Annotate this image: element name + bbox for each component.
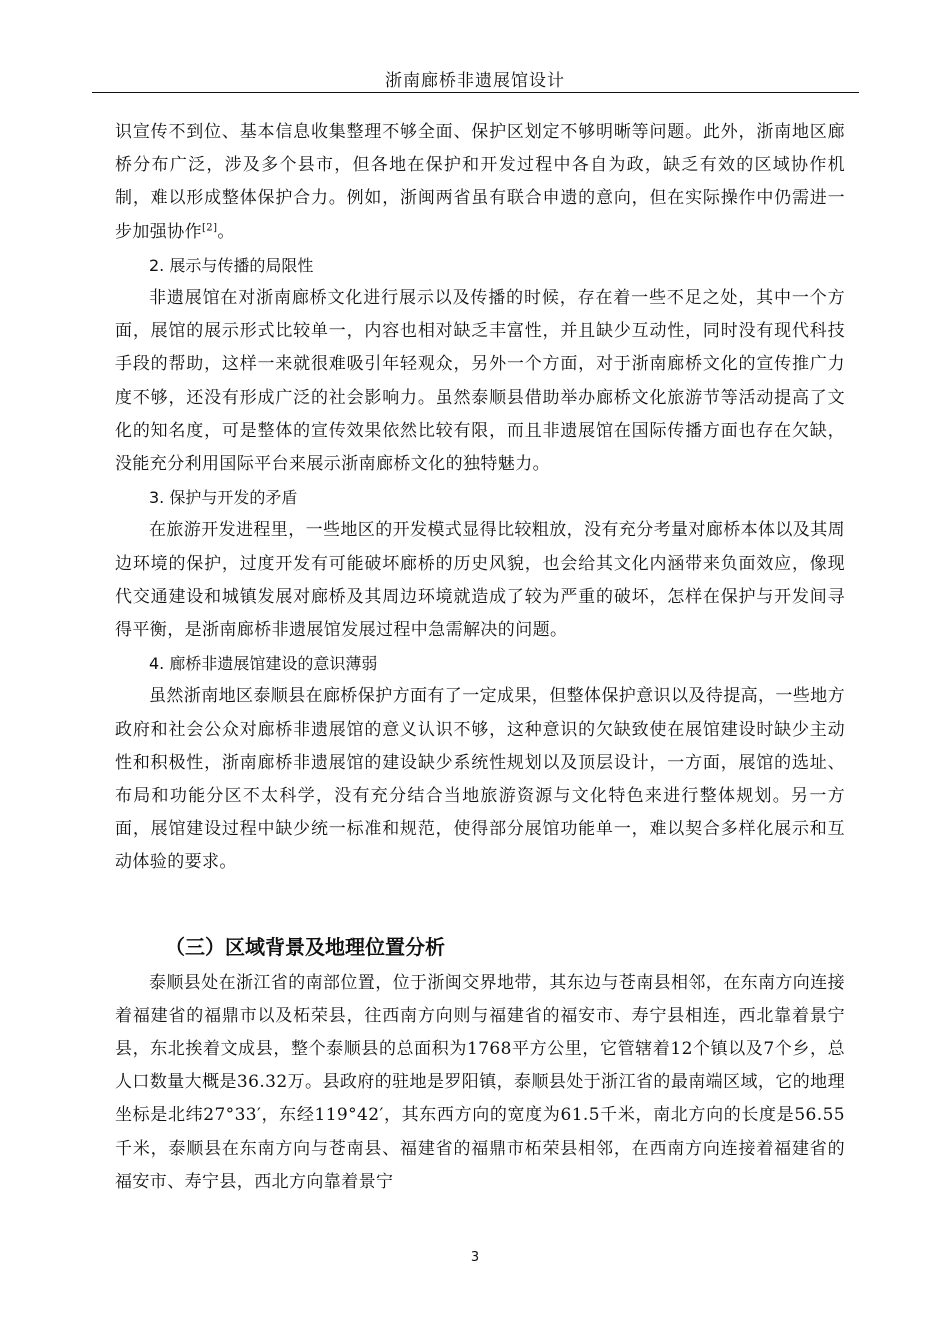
- header-divider: [92, 92, 859, 93]
- paragraph-continued: [115, 116, 845, 249]
- paragraph-protection-conflict: 在旅游开发进程里，一些地区的开发模式显得比较粗放，没有充分考量对廊桥本体以及其周边环境的保护，过度开发有可能破坏廊桥的历史风貌，也会给其文化内涵带来负面效应，像现代交通建设和城镇发展对廊桥及其周边环境就造成了较为严重的破坏，怎样在保护与开发间寻得平衡，是浙南廊桥非遗展馆发展过程中急需解决的问题。: [115, 520, 845, 641]
- paragraph-awareness: 虽然浙南地区泰顺县在廊桥保护方面有了一定成果，但整体保护意识以及待提高，一些地方政府和社会公众对廊桥非遗展馆的意义认识不够，这种意识的欠缺致使在展馆建设时缺少主动性和积极性，浙南廊桥非遗展馆的建设缺少系统性规划以及顶层设计，一方面，展馆的选址、布局和功能分区不太科学，没有充分结合当地旅游资源与文化特色来进行整体规划。另一方面，展馆建设过程中缺少统一标准和规范，使得部分展馆功能单一，难以契合多样化展示和互动体验的要求。: [115, 686, 845, 873]
- paragraph-regional-background: 泰顺县处在浙江省的南部位置，位于浙闽交界地带，其东边与苍南县相邻，在东南方向连接着福建省的福鼎市以及柘荣县，往西南方向则与福建省的福安市、寿宁县相连，西北靠着景宁县，东北挨着文成县，整个泰顺县的总面积为1768平方公里，它管辖着12个镇以及7个乡，总人口数量大概是36.32万。县政府的驻地是罗阳镇，泰顺县处于浙江省的最南端区域，它的地理坐标是北纬27°33′，东经119°42′，其东西方向的宽度为61.5千米，南北方向的长度是56.55千米，泰顺县在东南方向与苍南县、福建省的福鼎市柘荣县相邻，在西南方向连接着福建省的福安市、寿宁县，西北方向靠着景宁: [115, 972, 845, 1192]
- page-body: [115, 116, 845, 1199]
- paragraph-display-limits: 非遗展馆在对浙南廊桥文化进行展示以及传播的时候，存在着一些不足之处，其中一个方面，展馆的展示形式比较单一，内容也相对缺乏丰富性，并且缺少互动性，同时没有现代科技手段的帮助，这样一来就很难吸引年轻观众，另外一个方面，对于浙南廊桥文化的宣传推广力度不够，还没有形成广泛的社会影响力。虽然泰顺县借助举办廊桥文化旅游节等活动提高了文化的知名度，可是整体的宣传效果依然比较有限，而且非遗展馆在国际传播方面也存在欠缺，没能充分利用国际平台来展示浙南廊桥文化的独特魅力。: [115, 288, 845, 475]
- subheading-display-limits: 2. 展示与传播的局限性: [149, 255, 314, 275]
- subheading-awareness: 4. 廊桥非遗展馆建设的意识薄弱: [149, 654, 378, 674]
- page-number: 3: [470, 1250, 480, 1265]
- citation-marker: [2]: [202, 221, 218, 233]
- subheading-protection-conflict: 3. 保护与开发的矛盾: [149, 488, 298, 508]
- section-heading-regional-background: （三）区域背景及地理位置分析: [165, 934, 445, 959]
- paragraph-end: 。: [217, 221, 235, 242]
- running-header-title: 浙南廊桥非遗展馆设计: [385, 71, 565, 91]
- paragraph-text: 识宣传不到位、基本信息收集整理不够全面、保护区划定不够明晰等问题。此外，浙南地区廊桥分布广泛，涉及多个县市，但各地在保护和开发过程中各自为政，缺乏有效的区域协作机制，难以形成整体保护合力。例如，浙闽两省虽有联合申遗的意向，但在实际操作中仍需进一步加强协作: [115, 122, 845, 242]
